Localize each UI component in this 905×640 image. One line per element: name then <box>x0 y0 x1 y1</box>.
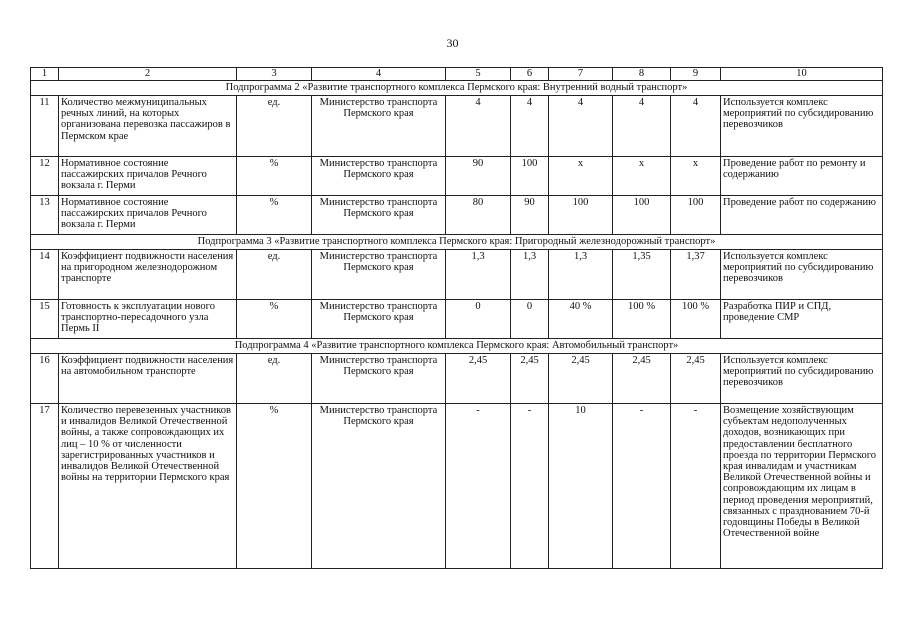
unit-cell: % <box>237 157 312 196</box>
table-row <box>31 250 883 300</box>
table-row <box>31 196 883 235</box>
measures-cell: Разработка ПИР и СПД, проведение СМР <box>721 300 883 339</box>
value-cell: 2,45 <box>613 354 671 404</box>
indicator-name-cell: Коэффициент подвижности населения на пригородном железнодорожном транспорте <box>59 250 237 300</box>
measures-cell: Используется комплекс мероприятий по субсидированию перевозчиков <box>721 96 883 157</box>
measures-cell: Возмещение хозяйствующим субъектам недополученных доходов, возникающих при предоставлении бесплатного проезда по территории Пермского края инвалидам и участникам Великой Отечественной войны и сопровождающим их лицам в период проведения мероприятий, связанных с празднованием 70-й годовщины Победы в Великой Отечественной войне <box>721 404 883 569</box>
column-header: 2 <box>59 68 237 81</box>
subprogram-title: Подпрограмма 4 «Развитие транспортного комплекса Пермского края: Автомобильный транспорт» <box>31 339 883 354</box>
value-cell: 40 % <box>549 300 613 339</box>
row-number-cell: 14 <box>31 250 59 300</box>
table-row <box>31 300 883 339</box>
subprogram-row <box>31 339 883 354</box>
value-cell: 100 <box>549 196 613 235</box>
value-cell: 10 <box>549 404 613 569</box>
value-cell: 100 % <box>613 300 671 339</box>
value-cell: 4 <box>446 96 511 157</box>
column-header: 7 <box>549 68 613 81</box>
value-cell: 2,45 <box>511 354 549 404</box>
column-header: 8 <box>613 68 671 81</box>
responsible-org-cell: Министерство транспорта Пермского края <box>312 404 446 569</box>
responsible-org-cell: Министерство транспорта Пермского края <box>312 300 446 339</box>
subprogram-row <box>31 235 883 250</box>
column-header: 9 <box>671 68 721 81</box>
indicator-name-cell: Коэффициент подвижности населения на автомобильном транспорте <box>59 354 237 404</box>
value-cell: 2,45 <box>671 354 721 404</box>
value-cell: 4 <box>511 96 549 157</box>
subprogram-row <box>31 81 883 96</box>
value-cell: 1,35 <box>613 250 671 300</box>
value-cell: 1,37 <box>671 250 721 300</box>
value-cell: - <box>613 404 671 569</box>
value-cell: 4 <box>671 96 721 157</box>
unit-cell: ед. <box>237 250 312 300</box>
responsible-org-cell: Министерство транспорта Пермского края <box>312 157 446 196</box>
value-cell: 100 <box>613 196 671 235</box>
value-cell: 90 <box>446 157 511 196</box>
subprogram-title: Подпрограмма 2 «Развитие транспортного комплекса Пермского края: Внутренний водный транспорт» <box>31 81 883 96</box>
value-cell: 100 <box>511 157 549 196</box>
value-cell: х <box>671 157 721 196</box>
value-cell: - <box>446 404 511 569</box>
value-cell: 0 <box>511 300 549 339</box>
value-cell: 100 <box>671 196 721 235</box>
table-row <box>31 354 883 404</box>
column-header: 5 <box>446 68 511 81</box>
row-number-cell: 12 <box>31 157 59 196</box>
value-cell: 1,3 <box>549 250 613 300</box>
value-cell: 4 <box>549 96 613 157</box>
row-number-cell: 17 <box>31 404 59 569</box>
responsible-org-cell: Министерство транспорта Пермского края <box>312 96 446 157</box>
table-row <box>31 96 883 157</box>
table-row <box>31 157 883 196</box>
measures-cell: Проведение работ по ремонту и содержанию <box>721 157 883 196</box>
responsible-org-cell: Министерство транспорта Пермского края <box>312 250 446 300</box>
indicator-name-cell: Нормативное состояние пассажирских причалов Речного вокзала г. Перми <box>59 196 237 235</box>
column-header: 4 <box>312 68 446 81</box>
unit-cell: % <box>237 196 312 235</box>
unit-cell: ед. <box>237 354 312 404</box>
value-cell: 0 <box>446 300 511 339</box>
column-header: 10 <box>721 68 883 81</box>
value-cell: 2,45 <box>446 354 511 404</box>
value-cell: 90 <box>511 196 549 235</box>
table-row <box>31 404 883 569</box>
indicators-table <box>30 67 883 569</box>
measures-cell: Проведение работ по содержанию <box>721 196 883 235</box>
value-cell: - <box>671 404 721 569</box>
responsible-org-cell: Министерство транспорта Пермского края <box>312 354 446 404</box>
column-numbers-row <box>31 68 883 81</box>
value-cell: х <box>549 157 613 196</box>
row-number-cell: 16 <box>31 354 59 404</box>
row-number-cell: 13 <box>31 196 59 235</box>
column-header: 1 <box>31 68 59 81</box>
unit-cell: ед. <box>237 96 312 157</box>
value-cell: 100 % <box>671 300 721 339</box>
subprogram-title: Подпрограмма 3 «Развитие транспортного комплекса Пермского края: Пригородный железнодорожный транспорт» <box>31 235 883 250</box>
column-header: 3 <box>237 68 312 81</box>
column-header: 6 <box>511 68 549 81</box>
value-cell: - <box>511 404 549 569</box>
unit-cell: % <box>237 404 312 569</box>
indicator-name-cell: Количество перевезенных участников и инвалидов Великой Отечественной войны, а также сопровождающих их лиц – 10 % от численности зарегистрированных участников и инвалидов Великой Отечественной войны на территории Пермского края <box>59 404 237 569</box>
value-cell: 1,3 <box>446 250 511 300</box>
indicator-name-cell: Готовность к эксплуатации нового транспортно-пересадочного узла Пермь II <box>59 300 237 339</box>
value-cell: 80 <box>446 196 511 235</box>
row-number-cell: 11 <box>31 96 59 157</box>
measures-cell: Используется комплекс мероприятий по субсидированию перевозчиков <box>721 250 883 300</box>
indicator-name-cell: Количество межмуниципальных речных линий, на которых организована перевозка пассажиров в Пермском крае <box>59 96 237 157</box>
indicator-name-cell: Нормативное состояние пассажирских причалов Речного вокзала г. Перми <box>59 157 237 196</box>
row-number-cell: 15 <box>31 300 59 339</box>
value-cell: 1,3 <box>511 250 549 300</box>
measures-cell: Используется комплекс мероприятий по субсидированию перевозчиков <box>721 354 883 404</box>
unit-cell: % <box>237 300 312 339</box>
value-cell: 2,45 <box>549 354 613 404</box>
page-number: 30 <box>446 36 459 50</box>
value-cell: х <box>613 157 671 196</box>
responsible-org-cell: Министерство транспорта Пермского края <box>312 196 446 235</box>
value-cell: 4 <box>613 96 671 157</box>
